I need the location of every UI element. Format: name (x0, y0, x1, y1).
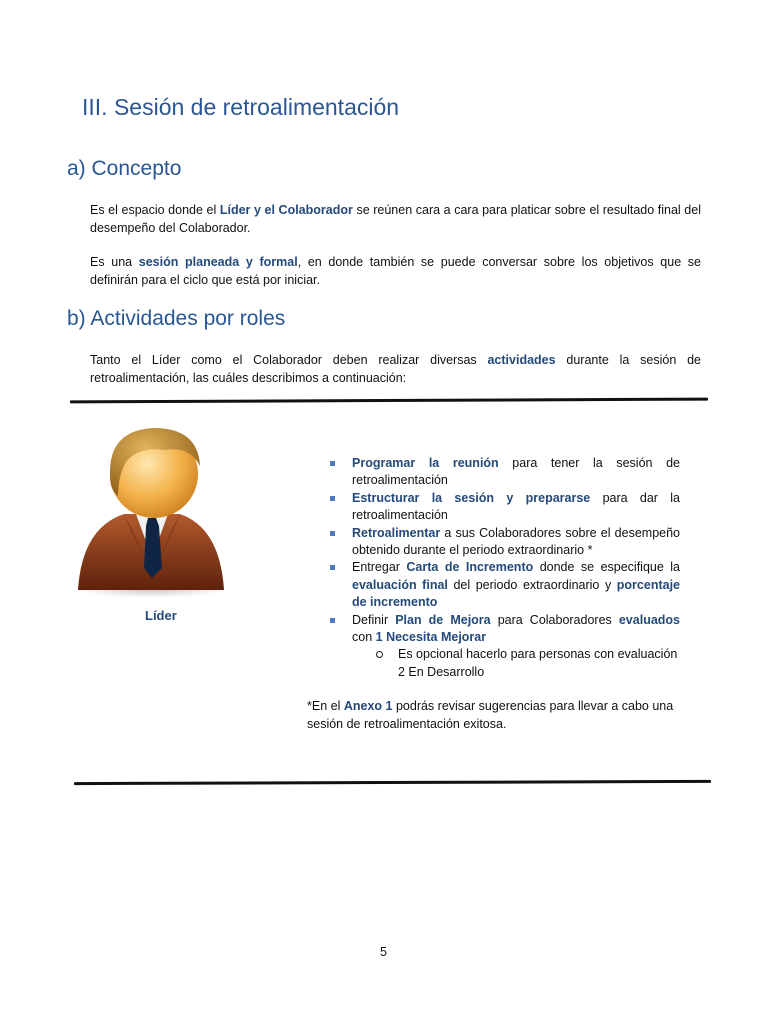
divider-top (70, 398, 708, 404)
bullet-icon (330, 618, 335, 623)
activity-item (328, 455, 680, 490)
divider-bottom (74, 780, 711, 785)
highlight-text: evaluados (618, 612, 680, 627)
text: del periodo extraordinario y (447, 577, 617, 592)
roles-intro-paragraph (90, 351, 701, 387)
text: Tanto el Líder como el Colaborador deben realizar diversas (90, 353, 488, 367)
text: para Colaboradores (490, 612, 619, 627)
text: para tener la sesión de retroalimentación (352, 456, 680, 488)
highlight-text: Estructurar la sesión y prepararse (352, 490, 591, 505)
text: a sus Colaboradores sobre el desempeño obtenido durante el periodo extraordinario * (352, 525, 680, 558)
text: Definir (352, 612, 396, 627)
bullet-icon (330, 565, 335, 570)
highlight-text: sesión planeada y formal (138, 255, 298, 269)
concept-paragraph-1 (90, 201, 701, 237)
activity-sub-item (328, 646, 680, 681)
leader-label: Líder (145, 608, 177, 623)
circle-bullet-icon (376, 651, 383, 658)
activity-item (328, 612, 680, 647)
page-heading: III. Sesión de retroalimentación (82, 94, 400, 120)
highlight-text: Plan de Mejora (395, 612, 491, 627)
highlight-text: actividades (487, 353, 556, 367)
text: con (352, 630, 376, 645)
text: para dar la retroalimentación (352, 490, 681, 523)
footnote (307, 697, 680, 733)
highlight-text: Retroalimentar (352, 525, 441, 540)
text: , en donde también se puede conversar sobre los objetivos que se definirán para el ciclo que está por iniciar. (90, 255, 702, 287)
section-title-actividades: b) Actividades por roles (67, 307, 286, 330)
highlight-text: Carta de Incremento (406, 560, 534, 575)
bullet-icon (330, 531, 335, 536)
highlight-text: 1 Necesita Mejorar (375, 630, 487, 645)
bullet-icon (330, 496, 335, 501)
text: Es el espacio donde el (90, 203, 220, 217)
highlight-text: porcentaje de incremento (352, 577, 680, 610)
page-number: 5 (380, 945, 387, 959)
text: Entregar (352, 560, 407, 575)
text: podrás revisar sugerencias para llevar a cabo una sesión de retroalimentación exitosa. (307, 699, 674, 731)
activity-item (328, 559, 680, 611)
text: donde se especifique la (533, 560, 680, 575)
highlight-text: evaluación final (352, 577, 448, 592)
activity-item (328, 490, 680, 525)
highlight-text: Líder y el Colaborador (219, 203, 353, 217)
concept-paragraph-2 (90, 253, 701, 289)
leader-avatar (62, 418, 232, 598)
business-man-avatar-icon (62, 418, 232, 598)
text: se reúnen cara a cara para platicar sobre el resultado final del desempeño del Colaborador. (90, 203, 701, 235)
activities-list (328, 455, 680, 681)
text: *En el (307, 699, 344, 713)
activity-item (328, 525, 680, 560)
text: durante la sesión de retroalimentación, las cuáles describimos a continuación: (90, 353, 701, 385)
text: Es una (90, 255, 139, 269)
section-title-concepto: a) Concepto (67, 157, 182, 180)
highlight-text: Anexo 1 (343, 699, 393, 713)
highlight-text: Programar la reunión (352, 456, 499, 470)
bullet-icon (330, 461, 335, 466)
text: Es opcional hacerlo para personas con evaluación 2 En Desarrollo (398, 647, 678, 679)
